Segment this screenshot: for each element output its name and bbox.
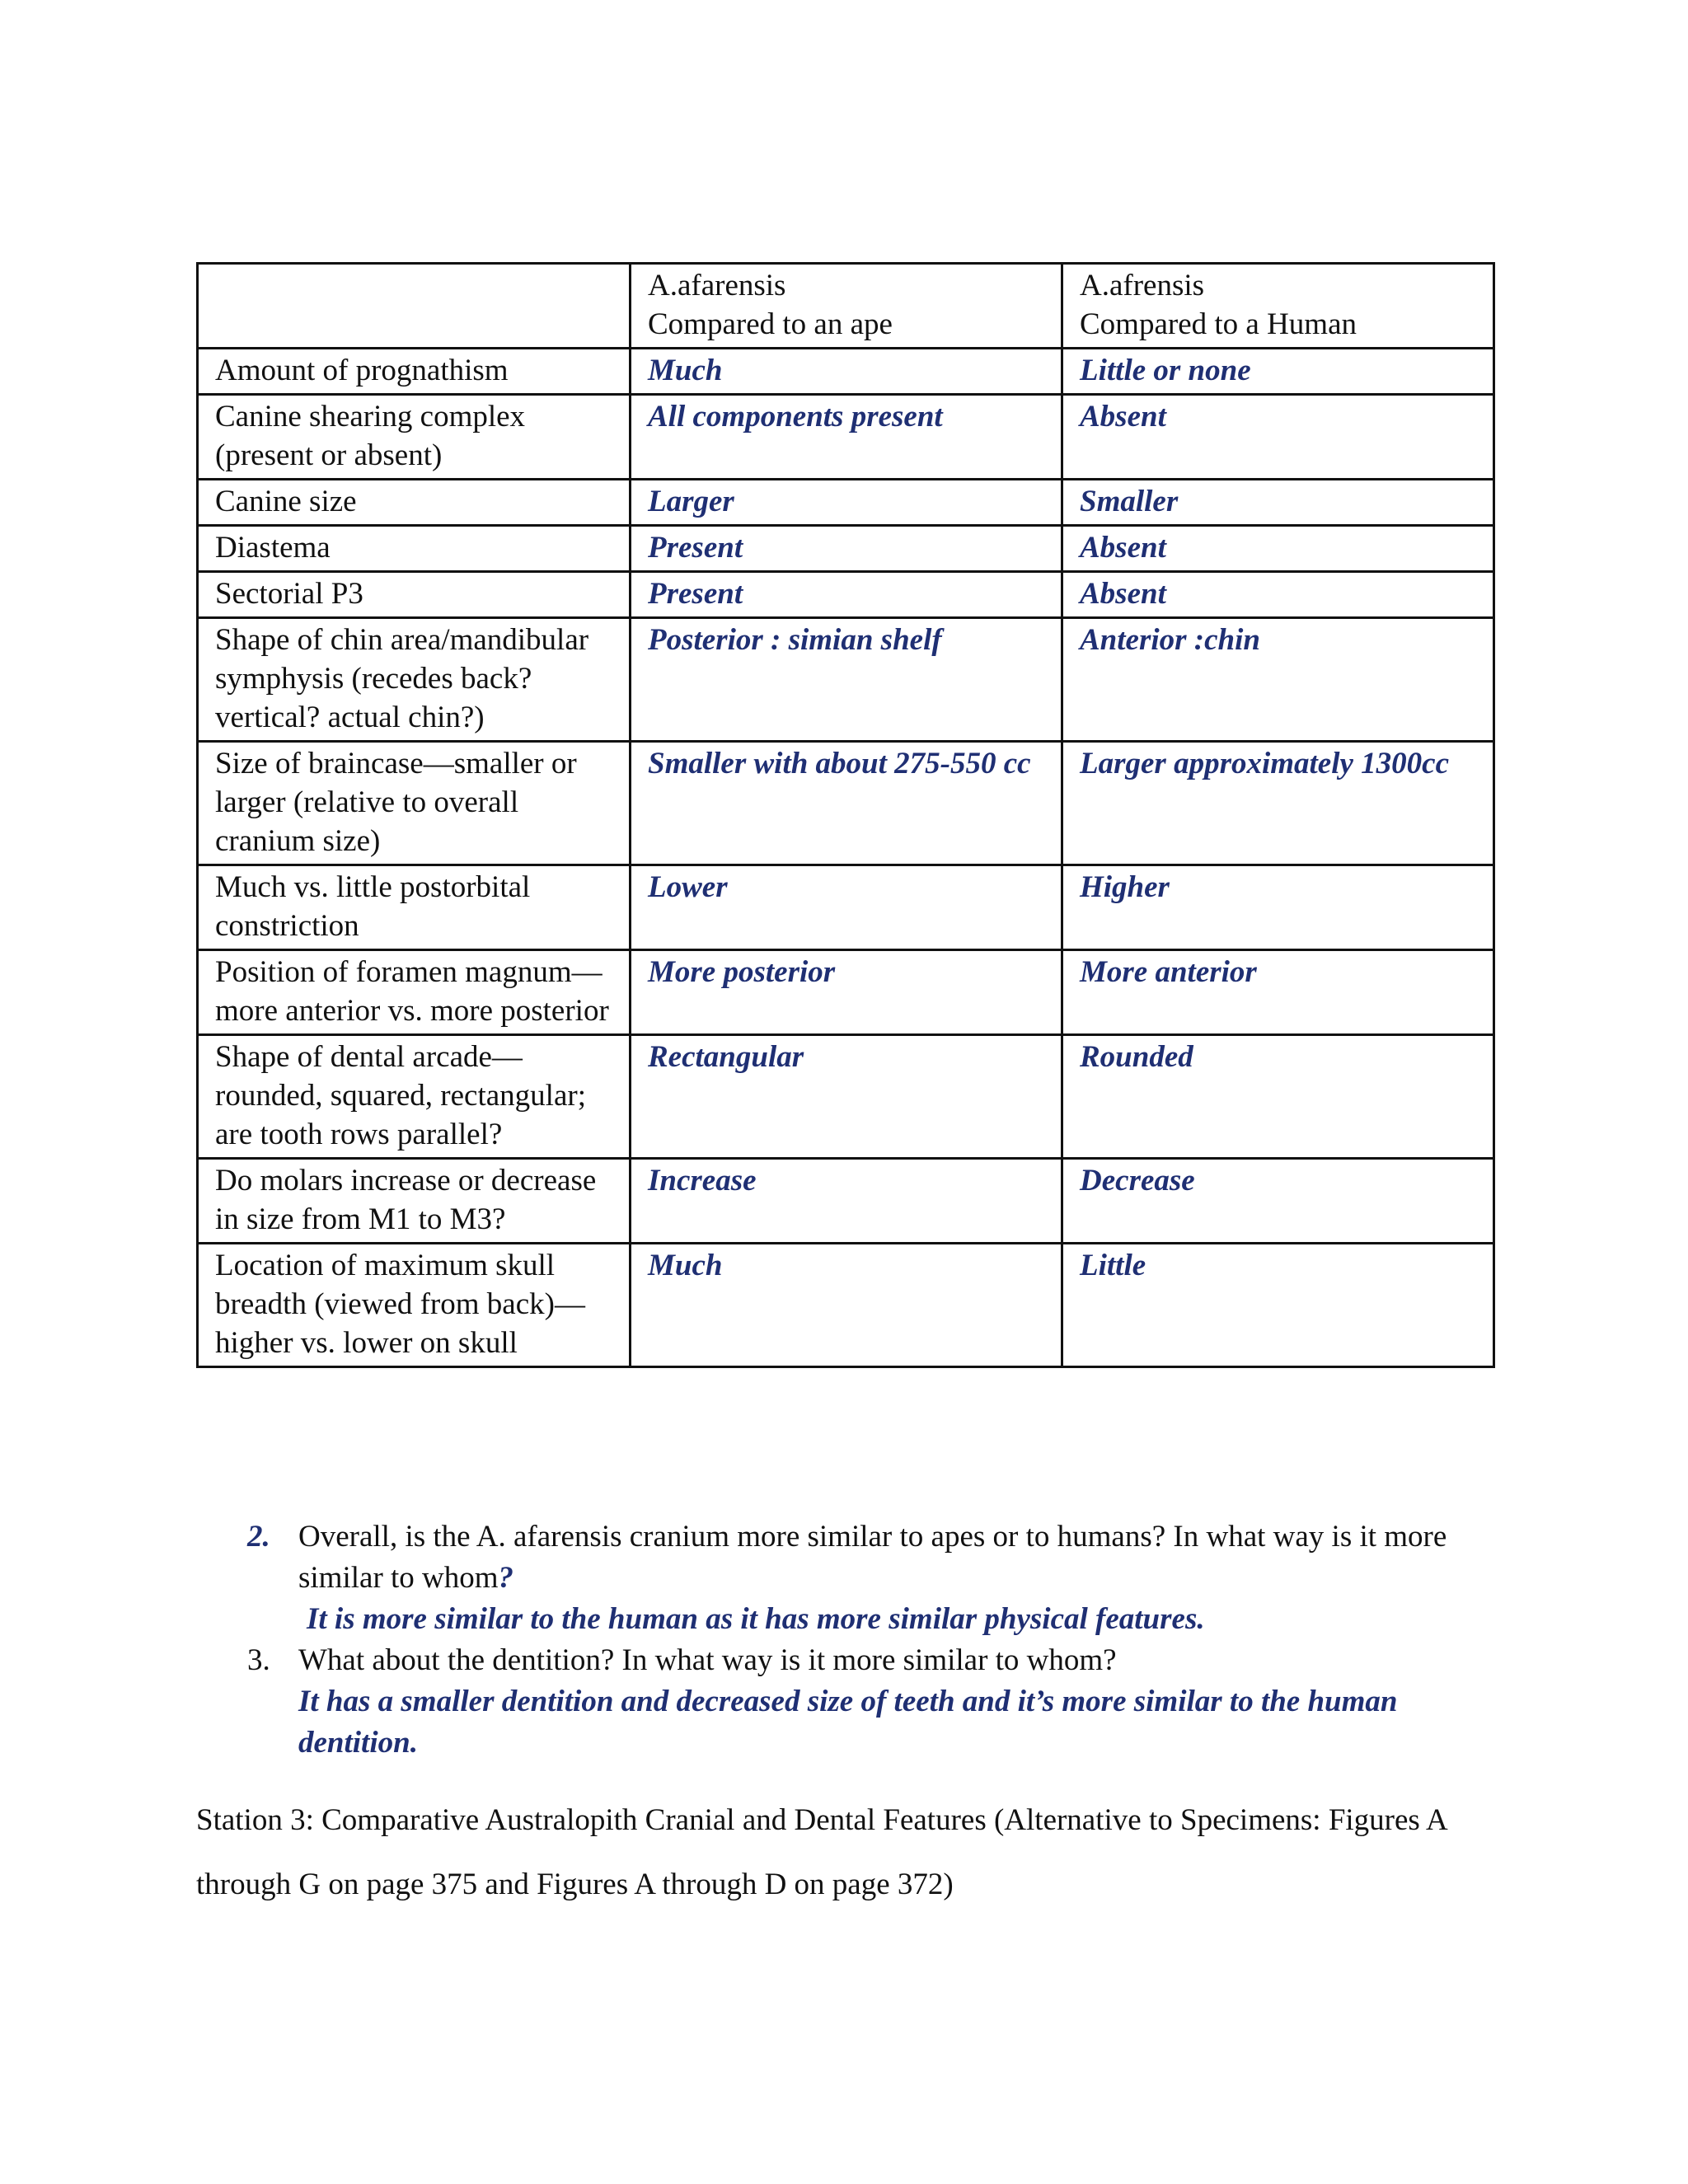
table-row bbox=[198, 618, 1494, 742]
question-number: 2. bbox=[247, 1520, 270, 1554]
human-answer-cell: Smaller bbox=[1062, 480, 1494, 526]
header-ape-comparison: Compared to an ape bbox=[648, 307, 893, 341]
feature-cell: Canine shearing complex (present or absent) bbox=[198, 395, 631, 480]
feature-cell: Much vs. little postorbital constriction bbox=[198, 865, 631, 950]
table-row bbox=[198, 349, 1494, 395]
answer-text: It has a smaller dentition and decreased size of teeth and it’s more similar to the human dentition. bbox=[298, 1685, 1398, 1760]
header-human-cell bbox=[1062, 264, 1494, 349]
question-text: What about the dentition? In what way is it more similar to whom? bbox=[298, 1643, 1117, 1677]
ape-answer-cell: More posterior bbox=[631, 950, 1062, 1035]
table-row bbox=[198, 950, 1494, 1035]
header-ape-species: A.afarensis bbox=[648, 269, 786, 302]
ape-answer-cell: All components present bbox=[631, 395, 1062, 480]
human-answer-cell: Higher bbox=[1062, 865, 1494, 950]
human-answer-cell: More anterior bbox=[1062, 950, 1494, 1035]
question-number: 3. bbox=[247, 1643, 270, 1677]
human-answer-cell: Absent bbox=[1062, 395, 1494, 480]
feature-cell: Size of braincase—smaller or larger (relative to overall cranium size) bbox=[198, 742, 631, 865]
ape-answer-cell: Lower bbox=[631, 865, 1062, 950]
ape-answer-cell: Much bbox=[631, 1244, 1062, 1367]
feature-cell: Position of foramen magnum—more anterior vs. more posterior bbox=[198, 950, 631, 1035]
table-row bbox=[198, 395, 1494, 480]
ape-answer-cell: Present bbox=[631, 572, 1062, 618]
header-human-species: A.afrensis bbox=[1080, 269, 1205, 302]
feature-cell: Location of maximum skull breadth (viewed from back)— higher vs. lower on skull bbox=[198, 1244, 631, 1367]
station-heading: Station 3: Comparative Australopith Cranial and Dental Features (Alternative to Specimens: Figures A through G on page 375 and Figures A through D on page 372) bbox=[196, 1803, 1447, 1901]
human-answer-cell: Absent bbox=[1062, 526, 1494, 572]
table-row bbox=[198, 526, 1494, 572]
table-row bbox=[198, 572, 1494, 618]
table-row bbox=[198, 1244, 1494, 1367]
human-answer-cell: Anterior :chin bbox=[1062, 618, 1494, 742]
human-answer-cell: Decrease bbox=[1062, 1159, 1494, 1244]
ape-answer-cell: Increase bbox=[631, 1159, 1062, 1244]
header-ape-cell bbox=[631, 264, 1062, 349]
ape-answer-cell: Present bbox=[631, 526, 1062, 572]
table-row bbox=[198, 1035, 1494, 1159]
ape-answer-cell: Larger bbox=[631, 480, 1062, 526]
question-text: Overall, is the A. afarensis cranium more similar to apes or to humans? In what way is it more similar to whom bbox=[298, 1520, 1447, 1595]
human-answer-cell: Rounded bbox=[1062, 1035, 1494, 1159]
table-row bbox=[198, 1159, 1494, 1244]
feature-cell: Shape of dental arcade— rounded, squared, rectangular; are tooth rows parallel? bbox=[198, 1035, 631, 1159]
feature-cell: Canine size bbox=[198, 480, 631, 526]
header-human-comparison: Compared to a Human bbox=[1080, 307, 1357, 341]
header-empty-cell bbox=[198, 264, 631, 349]
ape-answer-cell: Rectangular bbox=[631, 1035, 1062, 1159]
question-mark: ? bbox=[498, 1561, 514, 1595]
table-row bbox=[198, 480, 1494, 526]
feature-cell: Sectorial P3 bbox=[198, 572, 631, 618]
human-answer-cell: Absent bbox=[1062, 572, 1494, 618]
answer-text: It is more similar to the human as it has more similar physical features. bbox=[307, 1602, 1205, 1636]
table-header-row bbox=[198, 264, 1494, 349]
table-row bbox=[198, 865, 1494, 950]
ape-answer-cell: Much bbox=[631, 349, 1062, 395]
human-answer-cell: Larger approximately 1300cc bbox=[1062, 742, 1494, 865]
ape-answer-cell: Posterior : simian shelf bbox=[631, 618, 1062, 742]
questions-section bbox=[196, 1516, 1493, 1764]
ape-answer-cell: Smaller with about 275-550 cc bbox=[631, 742, 1062, 865]
comparison-table bbox=[196, 262, 1495, 1368]
feature-cell: Amount of prognathism bbox=[198, 349, 631, 395]
human-answer-cell: Little or none bbox=[1062, 349, 1494, 395]
feature-cell: Diastema bbox=[198, 526, 631, 572]
table-row bbox=[198, 742, 1494, 865]
feature-cell: Do molars increase or decrease in size from M1 to M3? bbox=[198, 1159, 631, 1244]
question-2 bbox=[196, 1516, 1493, 1640]
feature-cell: Shape of chin area/mandibular symphysis (recedes back? vertical? actual chin?) bbox=[198, 618, 631, 742]
question-3 bbox=[196, 1640, 1493, 1764]
human-answer-cell: Little bbox=[1062, 1244, 1494, 1367]
